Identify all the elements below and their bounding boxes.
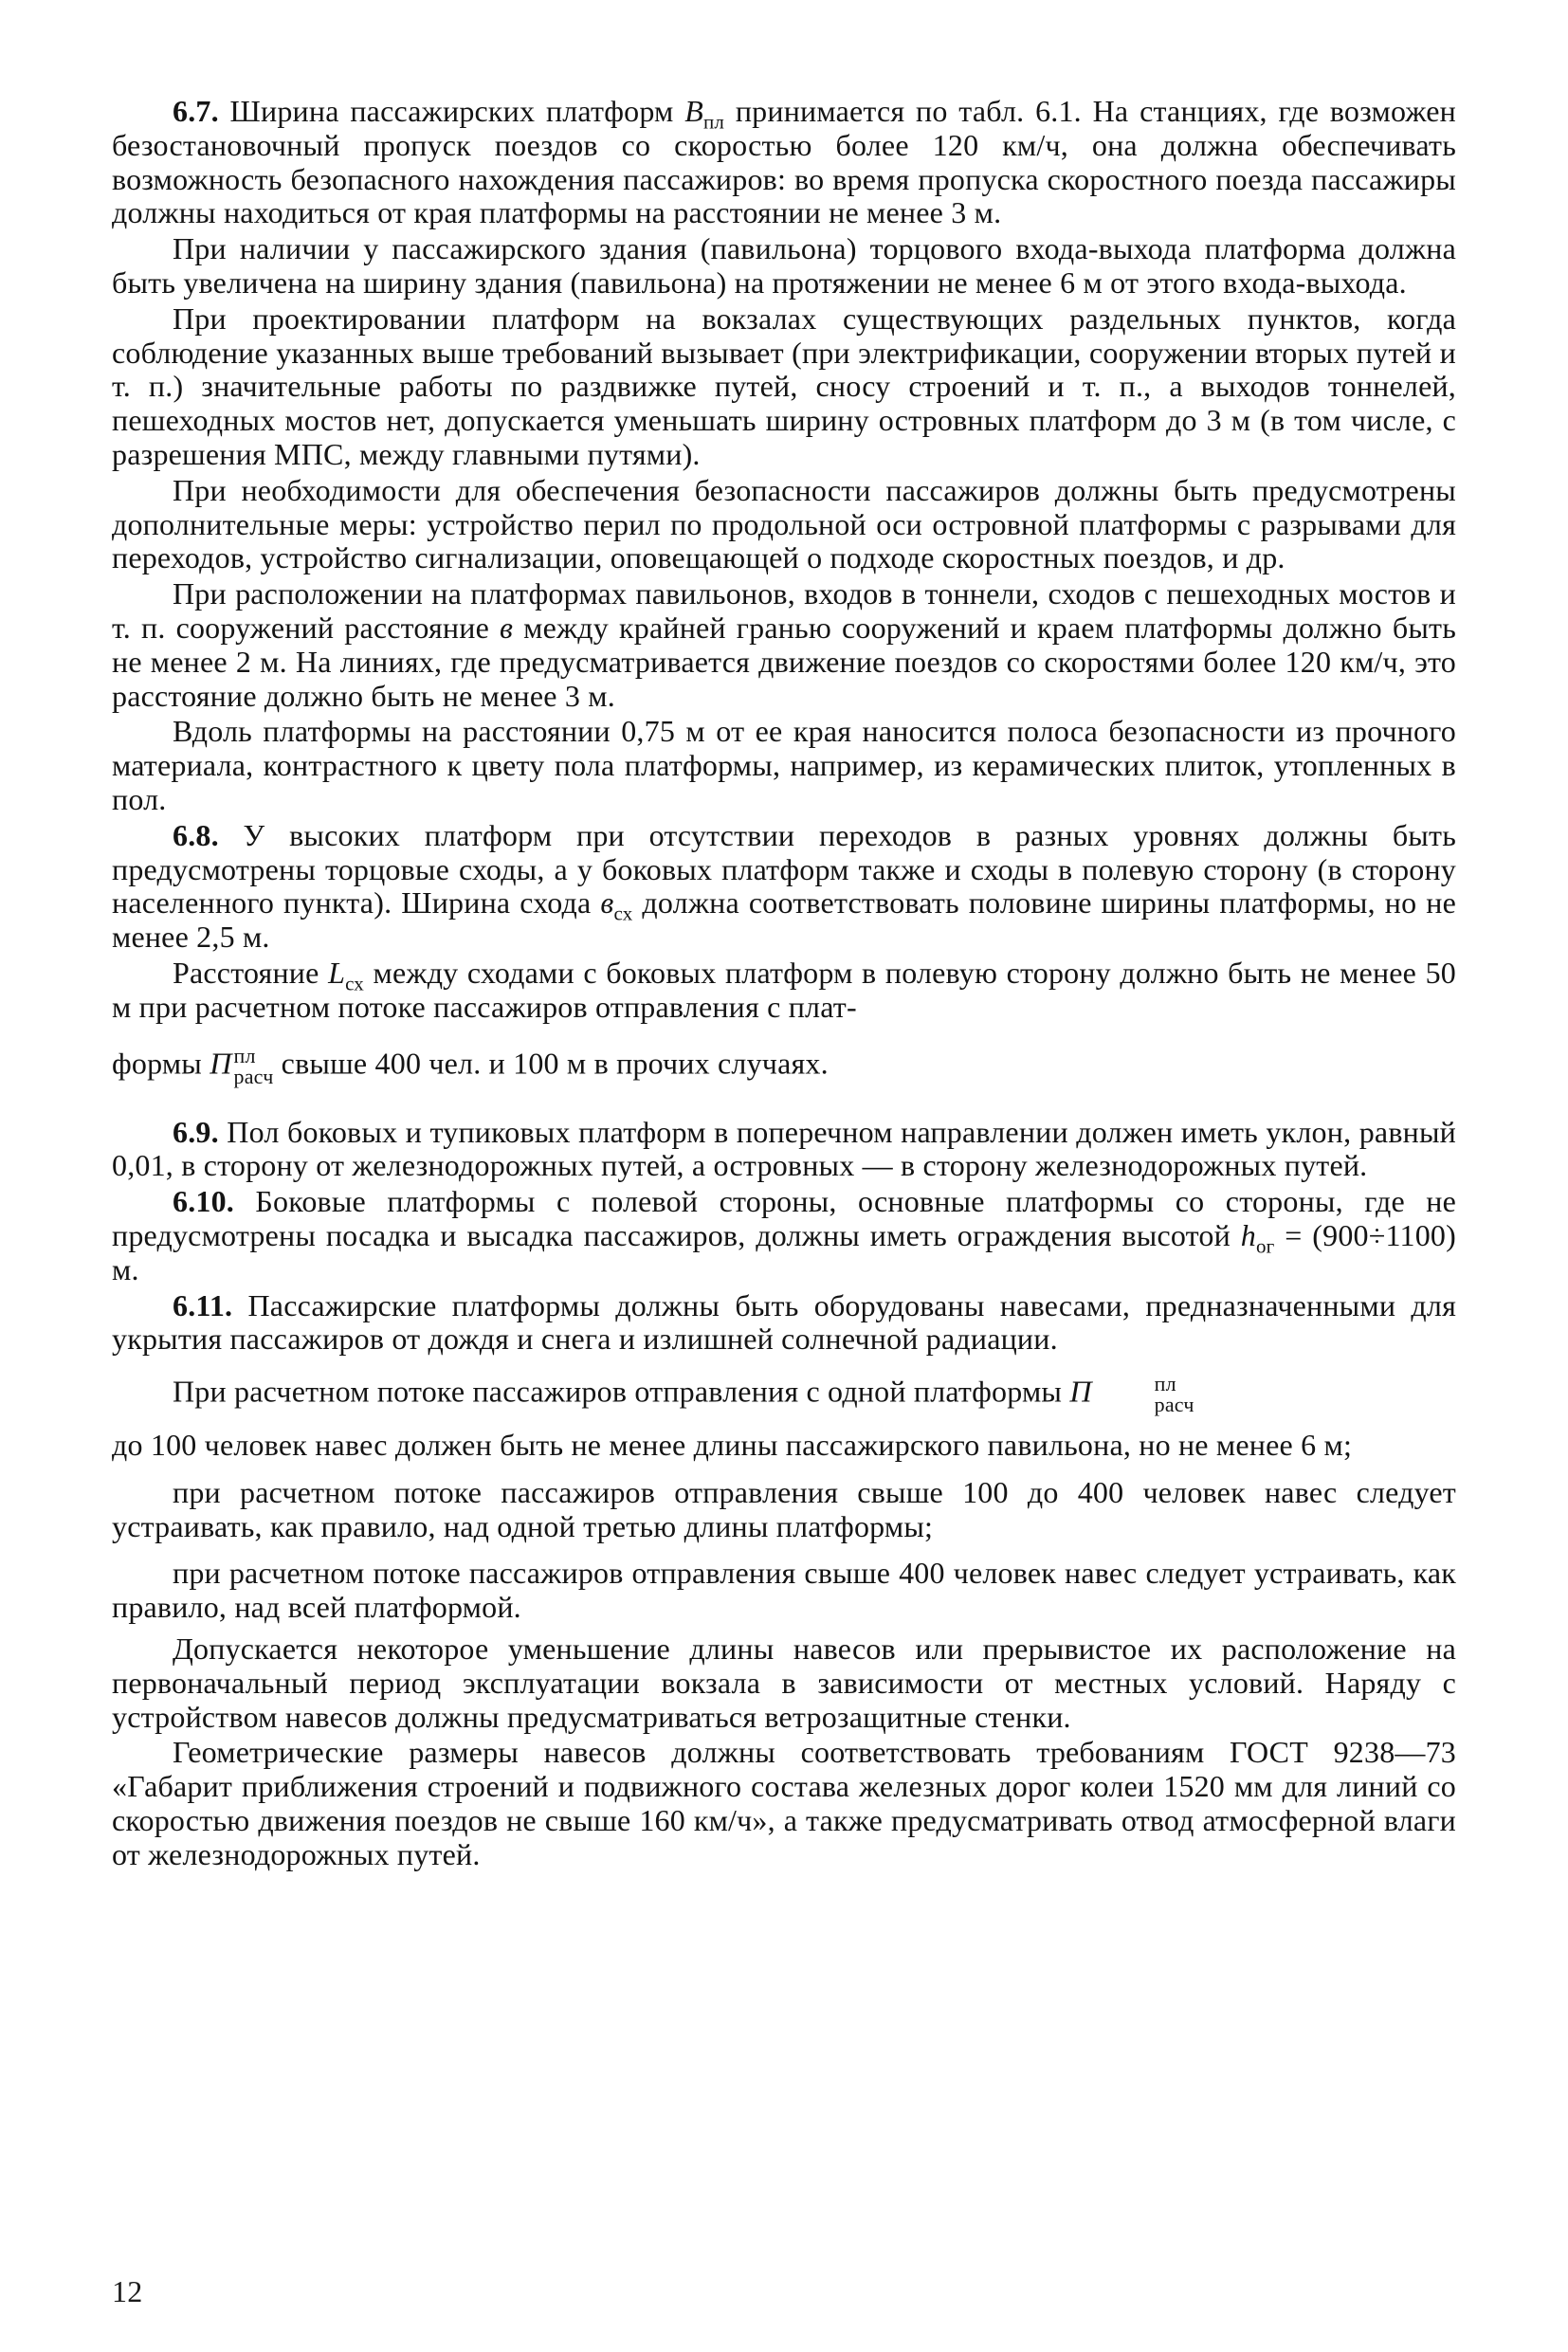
paragraph-text: При расположении на платформах павильонов, входов в тоннели, сходов с пешеходных мостов и т. п. сооружений расстояние [112, 576, 1456, 645]
paragraph-text: Пассажирские платформы должны быть оборудованы навесами, предназначенными для укрытия пассажиров от дождя и снега и излишней солнечной радиации. [112, 1287, 1456, 1357]
paragraph-text: между сходами с боковых платформ в полевую сторону должно быть не менее 50 м при расчетном потоке пассажиров отправления с плат- [112, 955, 1457, 1024]
section-number: 6.11. [173, 1287, 233, 1322]
superscript: пл [233, 1043, 256, 1067]
sub-superscript [1094, 1374, 1194, 1415]
symbol: в [600, 885, 614, 921]
paragraph-text: между крайней гранью сооружений и краем платформы должно быть не менее 2 м. На линиях, где предусматривается движение поездов со скоростями более 120 км/ч, это расстояние должно быть не менее 3 м. [112, 610, 1456, 713]
paragraph-6-7 [112, 95, 1456, 230]
paragraph-text: Боковые платформы с полевой стороны, основные платформы со стороны, где не предусмотрены посадка и высадка пассажиров, должны иметь ограждения высотой [112, 1184, 1456, 1252]
paragraph-16: Геометрические размеры навесов должны соответствовать требованиям ГОСТ 9238—73 «Габарит приближения строений и подвижного состава железных дорог колеи 1520 мм для линий со скоростью движения поездов не свыше 160 км/ч», а также предусматривать отвод атмосферной влаги от железнодорожных путей. [112, 1735, 1456, 1871]
paragraph-13: при расчетном потоке пассажиров отправления свыше 100 до 400 человек навес следует устраивать, как правило, над одной третью длины платформы; [112, 1474, 1456, 1543]
section-number: 6.8. [173, 817, 219, 852]
paragraph-15: Допускается некоторое уменьшение длины навесов или прерывистое их расположение на первоначальный период эксплуатации вокзала в зависимости от местных условий. Наряду с устройством навесов должны предусматриваться ветрозащитные стенки. [112, 1632, 1456, 1734]
paragraph-text: Расстояние [173, 955, 329, 990]
paragraph-text: принимается по табл. 6.1. На станциях, где возможен безостановочный пропуск поездов со скоростью более 120 км/ч, она должна обеспечивать возможность безопасного нахождения пассажиров: во время пропуска скоростного поезда пассажиры должны находиться от края платформы на расстоянии не менее 3 м. [112, 94, 1456, 230]
paragraph-3: При проектировании платформ на вокзалах существующих раздельных пунктов, когда соблюдение указанных выше требований вызывает (при электрификации, сооружении вторых путей и т. п.) значительные работы по раздвижке путей, сносу строений и т. п., а выходов тоннелей, пешеходных мостов нет, допускается уменьшать ширину островных платформ до 3 м (в том числе, с разрешения МПС, между главными путями). [112, 301, 1456, 471]
paragraph-text: формы [112, 1045, 210, 1080]
paragraph-6-11 [112, 1289, 1456, 1358]
document-page [112, 94, 1457, 2308]
paragraph-6-9 [112, 1116, 1456, 1184]
symbol: П [210, 1045, 232, 1080]
page-number: 12 [112, 2274, 143, 2308]
paragraph-8 [112, 957, 1456, 1025]
sub-superscript [233, 1043, 274, 1088]
paragraph-6-8 [112, 819, 1456, 955]
paragraph-text: должна соответствовать половине ширины платформы, но не менее 2,5 м. [112, 885, 1456, 955]
symbol: L [328, 955, 346, 990]
paragraph-text: При расчетном потоке пассажиров отправления с одной платформы [173, 1374, 1070, 1409]
superscript: пл [1154, 1372, 1176, 1396]
symbol: B [684, 94, 703, 128]
subscript: расч [233, 1064, 274, 1088]
paragraph-12b: до 100 человек навес должен быть не менее длины пассажирского павильона, но не менее 6 м; [112, 1428, 1353, 1463]
symbol: П [1069, 1374, 1092, 1409]
paragraph-text: Пол боковых и тупиковых платформ в поперечном направлении должен иметь уклон, равный 0,01, в сторону от железнодорожных путей, а островных — в сторону железнодорожных путей. [112, 1114, 1456, 1183]
paragraph-text: свыше 400 чел. и 100 м в прочих случаях. [273, 1045, 829, 1080]
section-number: 6.9. [173, 1114, 219, 1149]
subscript: ог [1255, 1234, 1275, 1258]
section-number: 6.7. [173, 94, 219, 128]
paragraph-14: при расчетном потоке пассажиров отправления свыше 400 человек навес следует устраивать, как правило, над всей платформой. [112, 1556, 1456, 1625]
paragraph-8-formula [112, 1043, 1456, 1088]
paragraph-4: При необходимости для обеспечения безопасности пассажиров должны быть предусмотрены дополнительные меры: устройство перил по продольной оси островной платформы с разрывами для переходов, устройство сигнализации, оповещающей о подходе скоростных поездов, и др. [112, 472, 1456, 575]
paragraph-6: Вдоль платформы на расстоянии 0,75 м от ее края наносится полоса безопасности из прочного материала, контрастного к цвету пола платформы, например, из керамических плиток, утопленных в пол. [112, 714, 1456, 816]
paragraph-text: Ширина пассажирских платформ [218, 94, 685, 128]
paragraph-6-10 [112, 1185, 1456, 1286]
paragraph-2: При наличии у пассажирского здания (павильона) торцового входа-выхода платформа должна быть увеличена на ширину здания (павильона) на протяжении не менее 6 м от этого входа-выхода. [112, 231, 1456, 300]
section-number: 6.10. [173, 1184, 234, 1219]
subscript: сх [345, 972, 365, 995]
subscript: сх [613, 902, 633, 925]
paragraph-text: = (900÷1100) м. [112, 1217, 1456, 1286]
subscript: пл [702, 110, 725, 134]
paragraph-text: У высоких платформ при отсутствии переходов в разных уровнях должны быть предусмотрены торцовые сходы, а у боковых платформ также и сходы в полевую сторону (в сторону населенного пункта). Ширина схода [112, 817, 1456, 921]
paragraph-12 [112, 1374, 1456, 1415]
symbol: в [500, 610, 514, 645]
paragraph-5 [112, 577, 1456, 713]
symbol: h [1240, 1217, 1256, 1252]
subscript: расч [1154, 1393, 1194, 1417]
